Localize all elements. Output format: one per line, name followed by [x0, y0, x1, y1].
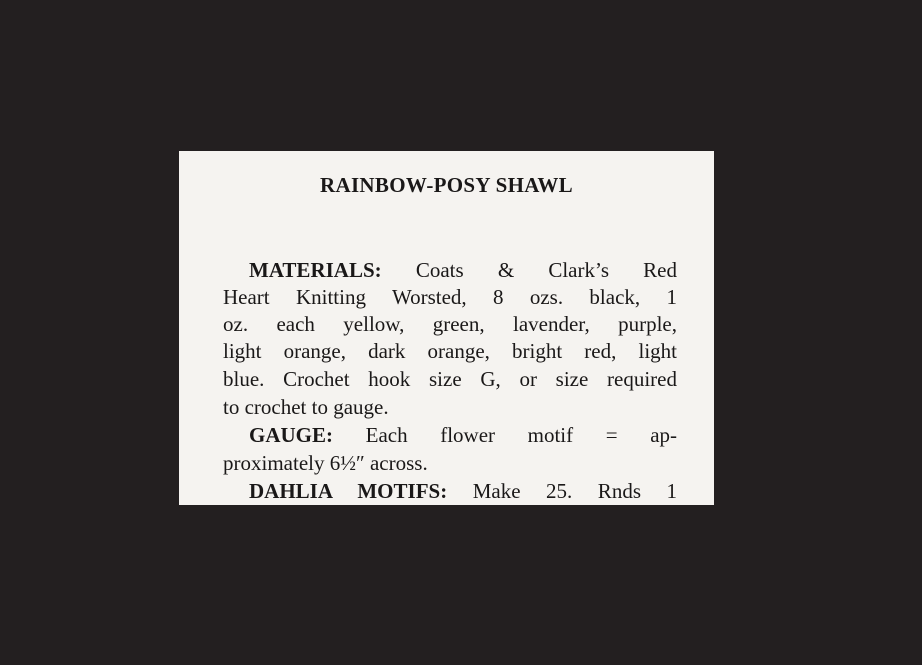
dahlia-first-line: Make 25. Rnds 1 — [472, 479, 677, 503]
materials-line-2: Heart Knitting Worsted, 8 ozs. black, 1 — [223, 285, 677, 309]
gauge-label: GAUGE: — [249, 423, 333, 447]
materials-line-3: oz. each yellow, green, lavender, purple, — [223, 312, 677, 336]
materials-first-line: Coats & Clark’s Red — [415, 258, 677, 282]
materials-line-5: blue. Crochet hook size G, or size required — [223, 367, 677, 391]
gauge-line-2: proximately 6½″ across. — [223, 451, 428, 475]
pattern-title: RAINBOW-POSY SHAWL — [320, 173, 573, 197]
dahlia-label: DAHLIA MOTIFS: — [249, 479, 448, 503]
materials-line-1 — [249, 257, 677, 283]
materials-label: MATERIALS: — [249, 258, 382, 282]
materials-line-6: to crochet to gauge. — [223, 395, 389, 419]
dahlia-line-1 — [249, 478, 677, 504]
gauge-line-1 — [249, 422, 677, 448]
pattern-clipping — [179, 151, 714, 505]
materials-line-4: light orange, dark orange, bright red, light — [223, 339, 677, 363]
gauge-first-line: Each flower motif = ap- — [365, 423, 678, 447]
